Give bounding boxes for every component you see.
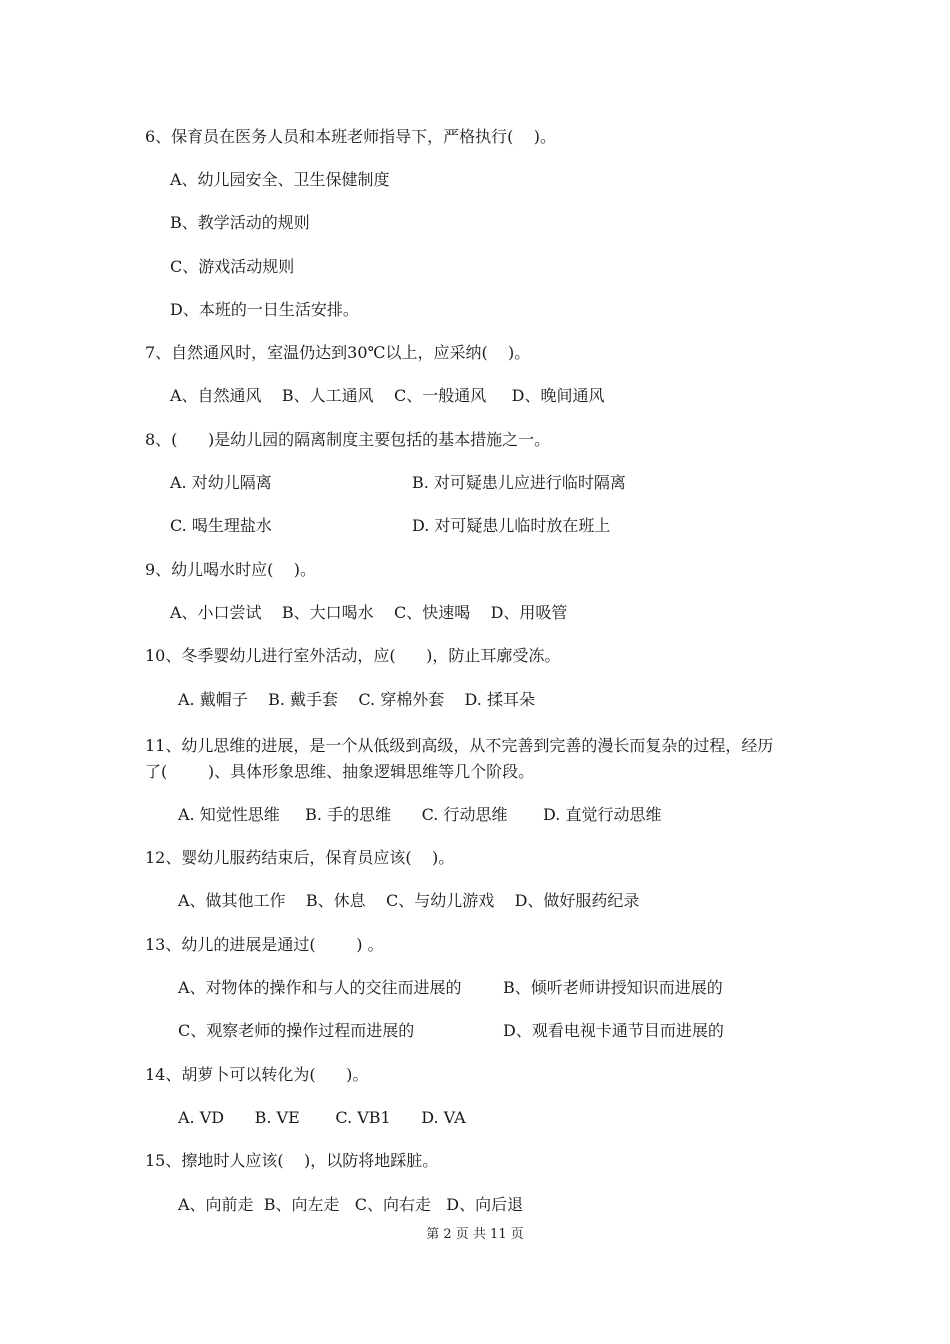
question-14-options: A. VD B. VE C. VB1 D. VA <box>178 1108 466 1127</box>
question-15-stem: 15、擦地时人应该( )，以防将地踩脏。 <box>145 1151 439 1170</box>
question-13-stem: 13、幼儿的进展是通过( ) 。 <box>145 935 384 954</box>
question-9-options: A、小口尝试 B、大口喝水 C、快速喝 D、用吸管 <box>170 603 568 622</box>
page-number-footer: 第 2 页 共 11 页 <box>426 1227 524 1242</box>
question-11-options: A. 知觉性思维 B. 手的思维 C. 行动思维 D. 直觉行动思维 <box>178 805 662 824</box>
question-11-stem-line-2: 了( )、具体形象思维、抽象逻辑思维等几个阶段。 <box>145 762 535 781</box>
question-6-stem: 6、保育员在医务人员和本班老师指导下，严格执行( )。 <box>145 127 557 146</box>
question-7-options: A、自然通风 B、人工通风 C、一般通风 D、晚间通风 <box>170 386 605 405</box>
question-8-stem: 8、( )是幼儿园的隔离制度主要包括的基本措施之一。 <box>145 430 551 449</box>
question-15-options: A、向前走 B、向左走 C、向右走 D、向后退 <box>178 1195 524 1214</box>
question-7-stem: 7、自然通风时，室温仍达到30℃以上，应采纳( )。 <box>145 343 531 362</box>
question-13-option-b: B、倾听老师讲授知识而进展的 <box>503 978 723 997</box>
question-6-option-d: D、本班的一日生活安排。 <box>170 300 359 319</box>
question-8-option-c: C. 喝生理盐水 <box>170 516 272 535</box>
question-8-option-d: D. 对可疑患儿临时放在班上 <box>412 516 611 535</box>
question-13-option-a: A、对物体的操作和与人的交往而进展的 <box>178 978 462 997</box>
question-11-stem-line-1: 11、幼儿思维的进展，是一个从低级到高级，从不完善到完善的漫长而复杂的过程，经历 <box>145 736 774 755</box>
question-6-option-b: B、教学活动的规则 <box>170 213 310 232</box>
question-10-stem: 10、冬季婴幼儿进行室外活动，应( )，防止耳廓受冻。 <box>145 646 561 665</box>
question-6-option-c: C、游戏活动规则 <box>170 257 295 276</box>
question-13-option-c: C、观察老师的操作过程而进展的 <box>178 1021 415 1040</box>
question-12-stem: 12、婴幼儿服药结束后，保育员应该( )。 <box>145 848 455 867</box>
question-10-options: A. 戴帽子 B. 戴手套 C. 穿棉外套 D. 揉耳朵 <box>178 690 535 709</box>
question-8-option-b: B. 对可疑患儿应进行临时隔离 <box>412 473 626 492</box>
question-12-options: A、做其他工作 B、休息 C、与幼儿游戏 D、做好服药纪录 <box>178 891 640 910</box>
question-9-stem: 9、幼儿喝水时应( )。 <box>145 560 317 579</box>
question-14-stem: 14、胡萝卜可以转化为( )。 <box>145 1065 369 1084</box>
question-6-option-a: A、幼儿园安全、卫生保健制度 <box>170 170 390 189</box>
question-8-option-a: A. 对幼儿隔离 <box>170 473 272 492</box>
question-13-option-d: D、观看电视卡通节目而进展的 <box>503 1021 724 1040</box>
